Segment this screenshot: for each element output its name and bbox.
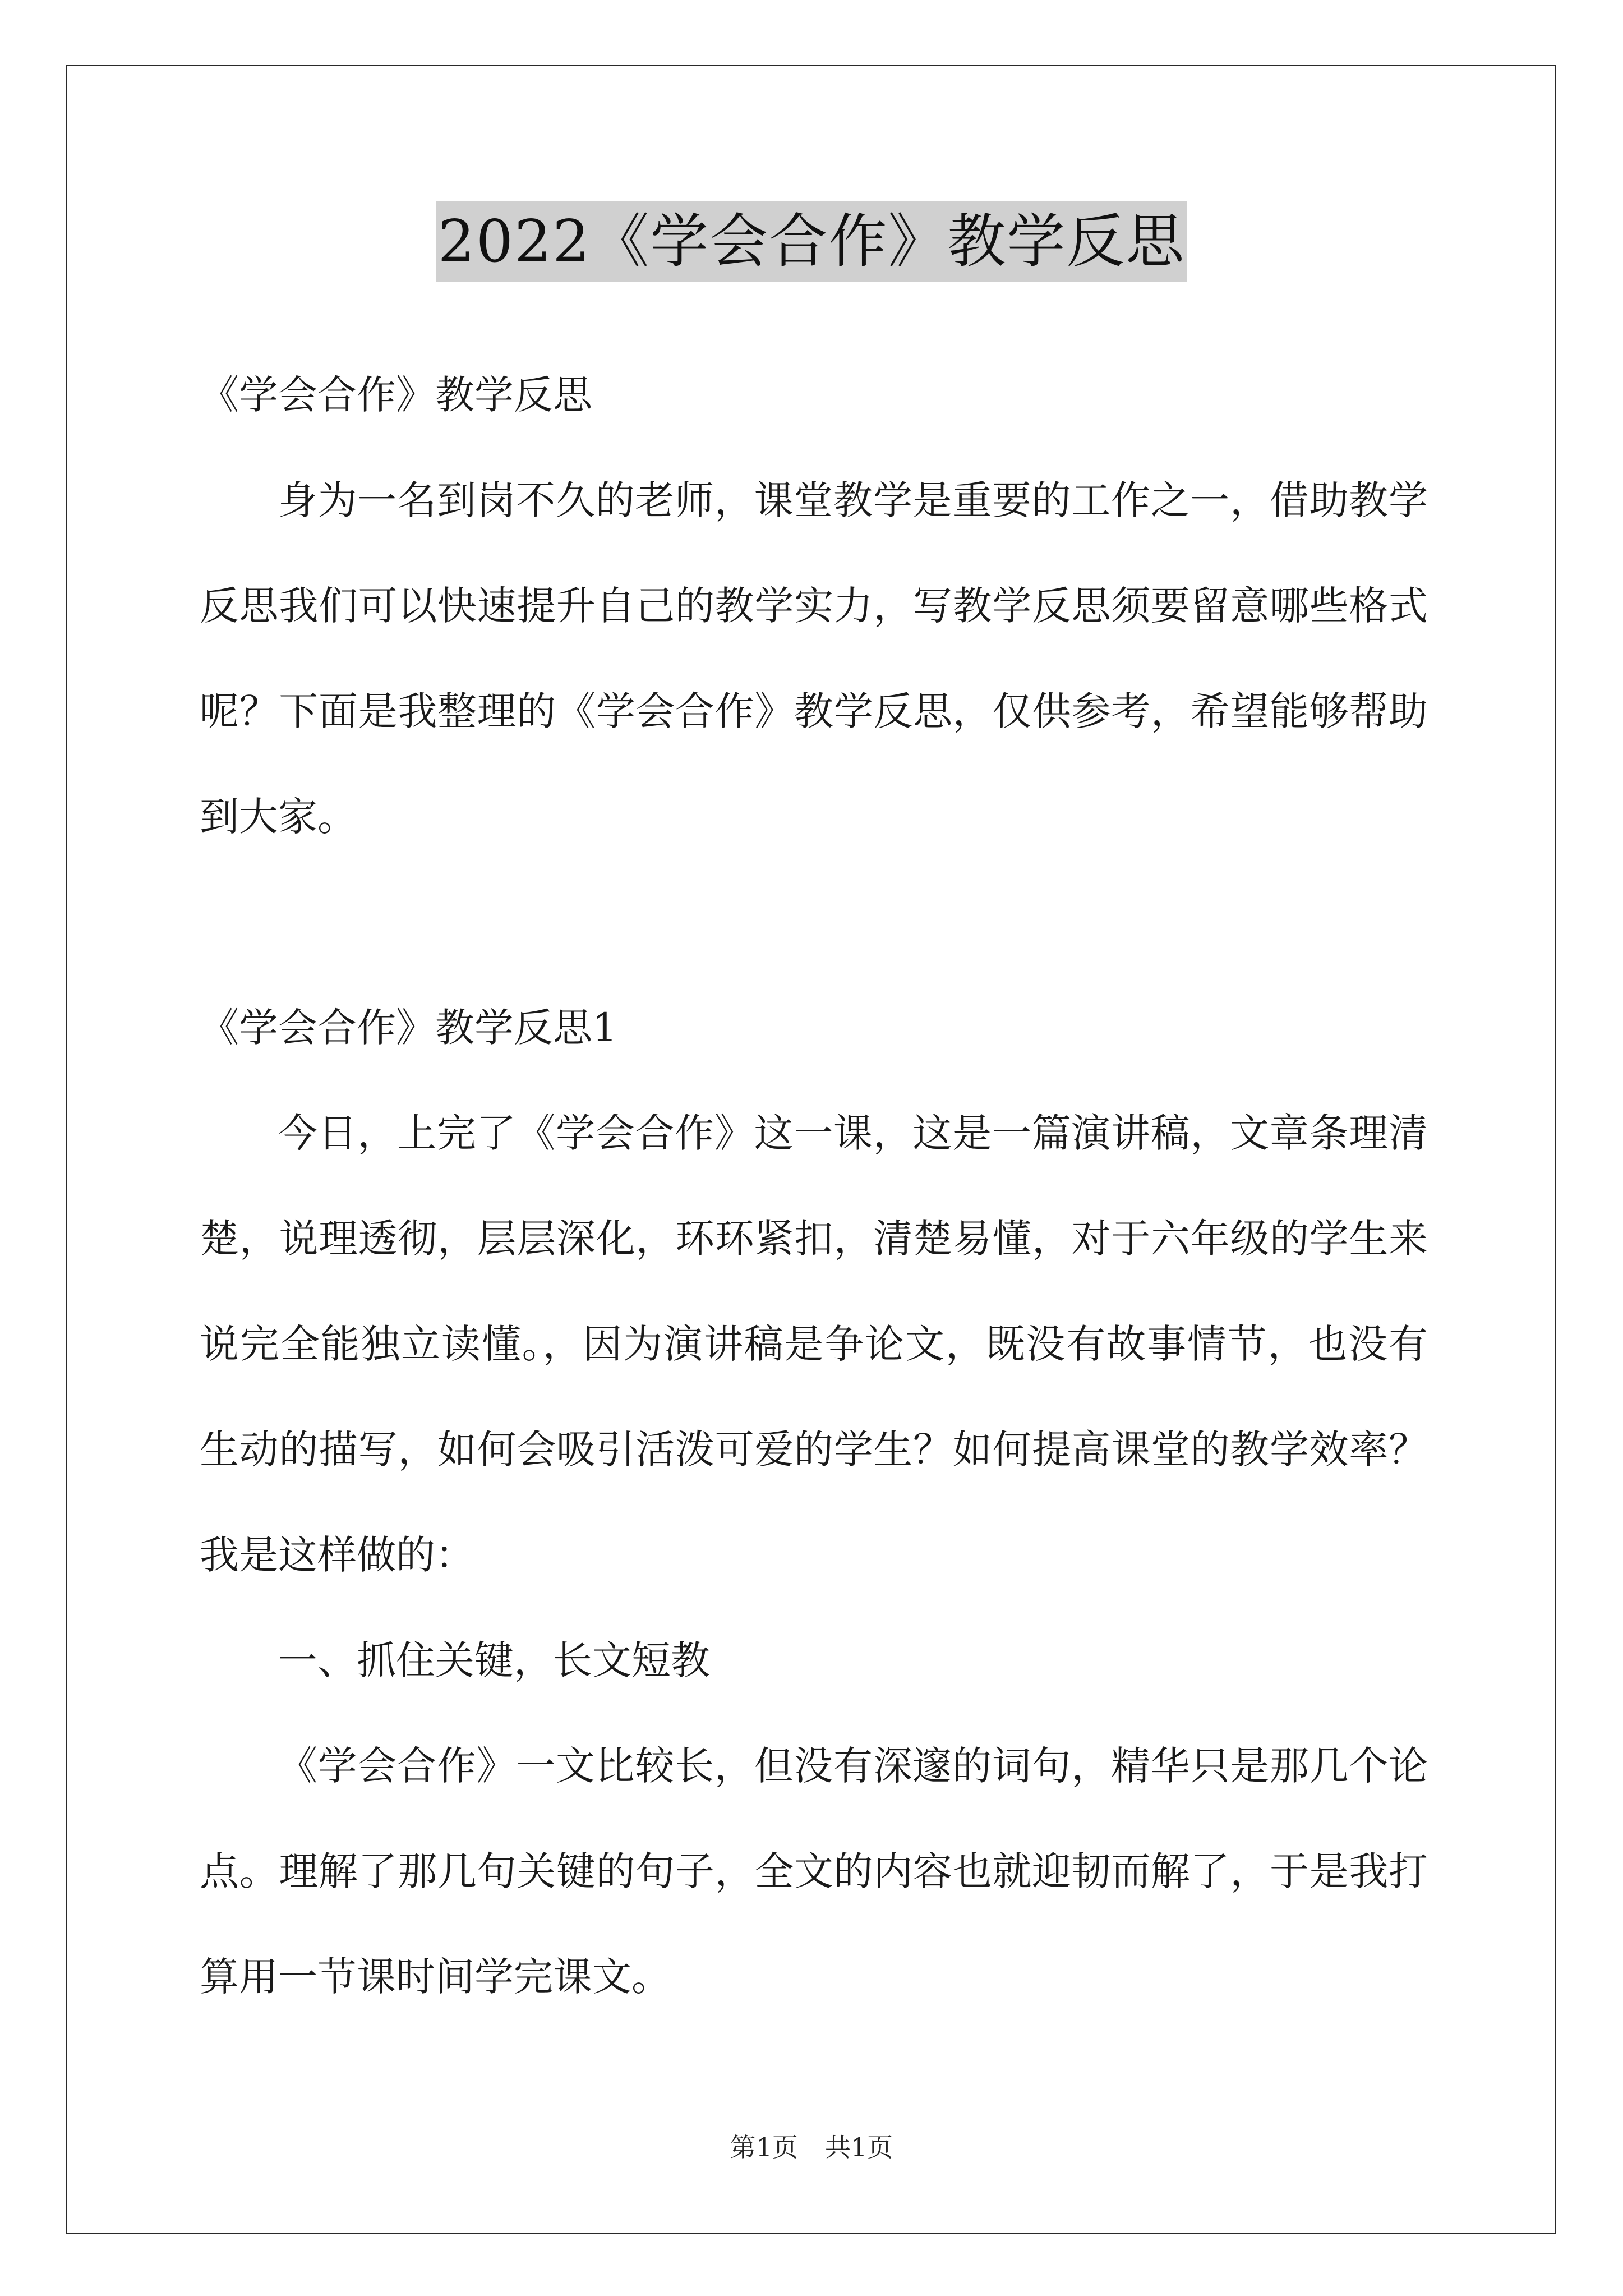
body-paragraph: 《学会合作》一文比较长，但没有深邃的词句，精华只是那几个论点。理解了那几句关键的句子，全文的内容也就迎韧而解了，于是我打算用一节课时间学完课文。	[200, 1743, 1428, 2000]
paragraph-gap	[200, 869, 1428, 975]
body-paragraph: 今日，上完了《学会合作》这一课，这是一篇演讲稿，文章条理清楚，说理透彻，层层深化，环环紧扣，清楚易懂，对于六年级的学生来说完全能独立读懂。，因为演讲稿是争论文，既没有故事情节，也没有生动的描写，如何会吸引活泼可爱的学生？如何提高课堂的教学效率？我是这样做的：	[200, 1110, 1428, 1578]
section-heading-1: 《学会合作》教学反思1	[200, 1005, 617, 1051]
page-number: 第1页	[730, 2132, 798, 2162]
subheading-paragraph: 一、抓住关键，长文短教	[278, 1637, 710, 1683]
intro-paragraph: 身为一名到岗不久的老师，课堂教学是重要的工作之一，借助教学反思我们可以快速提升自己的教学实力，写教学反思须要留意哪些格式呢？下面是我整理的《学会合作》教学反思，仅供参考，希望能够帮助到大家。	[200, 477, 1428, 840]
page-total: 共1页	[825, 2132, 893, 2162]
document-body	[200, 342, 1428, 2030]
section-heading: 《学会合作》教学反思	[200, 372, 592, 418]
page-footer	[0, 2131, 1623, 2164]
title-container	[0, 201, 1623, 282]
document-title: 2022《学会合作》教学反思	[436, 201, 1188, 282]
